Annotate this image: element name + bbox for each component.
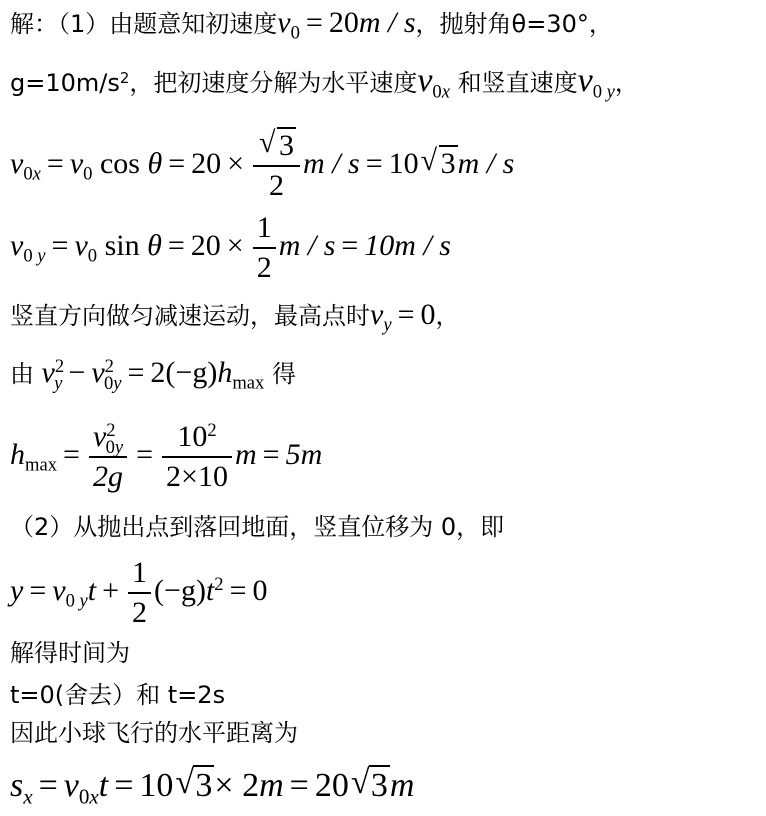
fraction-sqrt3-over-2: √ 3 2	[253, 127, 300, 205]
text-part2: （2）从抛出点到落回地面，竖直位移为 0，即	[10, 513, 505, 541]
line-part2-intro	[10, 510, 504, 544]
line-energy-relation: 由 $v^2_y - v^2_{0y} = 2(-g)h_{max}$ 得	[10, 355, 296, 394]
line-initial-velocity: 解：（1）由题意知初速度$v_0 = 20m / s$，抛射角θ=30°，	[10, 6, 613, 44]
result-v0x: 10	[388, 147, 419, 180]
gravity-exponent: 2	[119, 68, 130, 87]
value-v0: 20	[328, 6, 359, 39]
fraction-v0y2-over-2g: $\frac{v^2_{0y}}{2g}$	[89, 418, 127, 496]
line-solve-time: 解得时间为	[10, 639, 130, 667]
fraction-half: $\frac{1}{2}$	[128, 554, 151, 632]
coef-20: 20	[191, 147, 222, 180]
line-range-intro: 因此小球飞行的水平距离为	[10, 719, 298, 747]
result-hmax: 5m	[285, 438, 323, 471]
text-highest-point: 竖直方向做匀减速运动，最高点时	[10, 302, 370, 330]
text-angle: ，抛射角θ=30°，	[415, 10, 613, 38]
formula-v0x: $v_{0x} = v_0$ cos θ = 20 × √ 3 2 m / s = 10 √ 3m / s	[10, 124, 514, 205]
unit-v0x: m / s	[303, 147, 360, 180]
result-v0y: 10m / s	[364, 229, 451, 262]
fraction-100-over-20: $\frac{10^2}{2\times 10}$	[162, 418, 232, 496]
formula-v0y: $v_{0 y} = v_0$ sin θ = 20 × $\frac{1}{2}$ m / s = 10m / s	[10, 206, 451, 287]
text-time-values: t=0(舍去）和 t=2s	[10, 681, 226, 709]
result-range: 20	[314, 767, 349, 804]
line-time-result	[10, 678, 225, 712]
text-comma: ，	[614, 69, 639, 97]
line-highest-point: 竖直方向做匀减速运动，最高点时$v_y = 0$，	[10, 298, 460, 336]
formula-hmax: $h_{max}$ = $\frac{v^2_{0y}}{2g}$ = $\frac{10^2}{2\times 10}$ m = 5m	[10, 410, 322, 500]
formula-range: $s_x = v_{0x}t = 10$ √ 3× 2m = 20 √ 3m	[10, 764, 415, 809]
text-intro: 解：（1）由题意知初速度	[10, 10, 278, 38]
formula-displacement: $y = v_{0 y}t$ + $\frac{1}{2}$ $(-g)t^2 = 0$	[10, 548, 268, 634]
line-decompose: $g=10m/s^2$，把初速度分解为水平速度$v_{0x}$ 和竖直速度$v_{0 y}$，	[10, 62, 639, 103]
text-decompose: ，把初速度分解为水平速度	[129, 69, 418, 97]
unit-v0: m / s	[358, 6, 416, 39]
text-vertical: 和竖直速度	[457, 69, 578, 97]
fraction-1-over-2: $\frac{1}{2}$	[253, 209, 276, 287]
text-gravity: g=10m/s	[10, 69, 120, 97]
